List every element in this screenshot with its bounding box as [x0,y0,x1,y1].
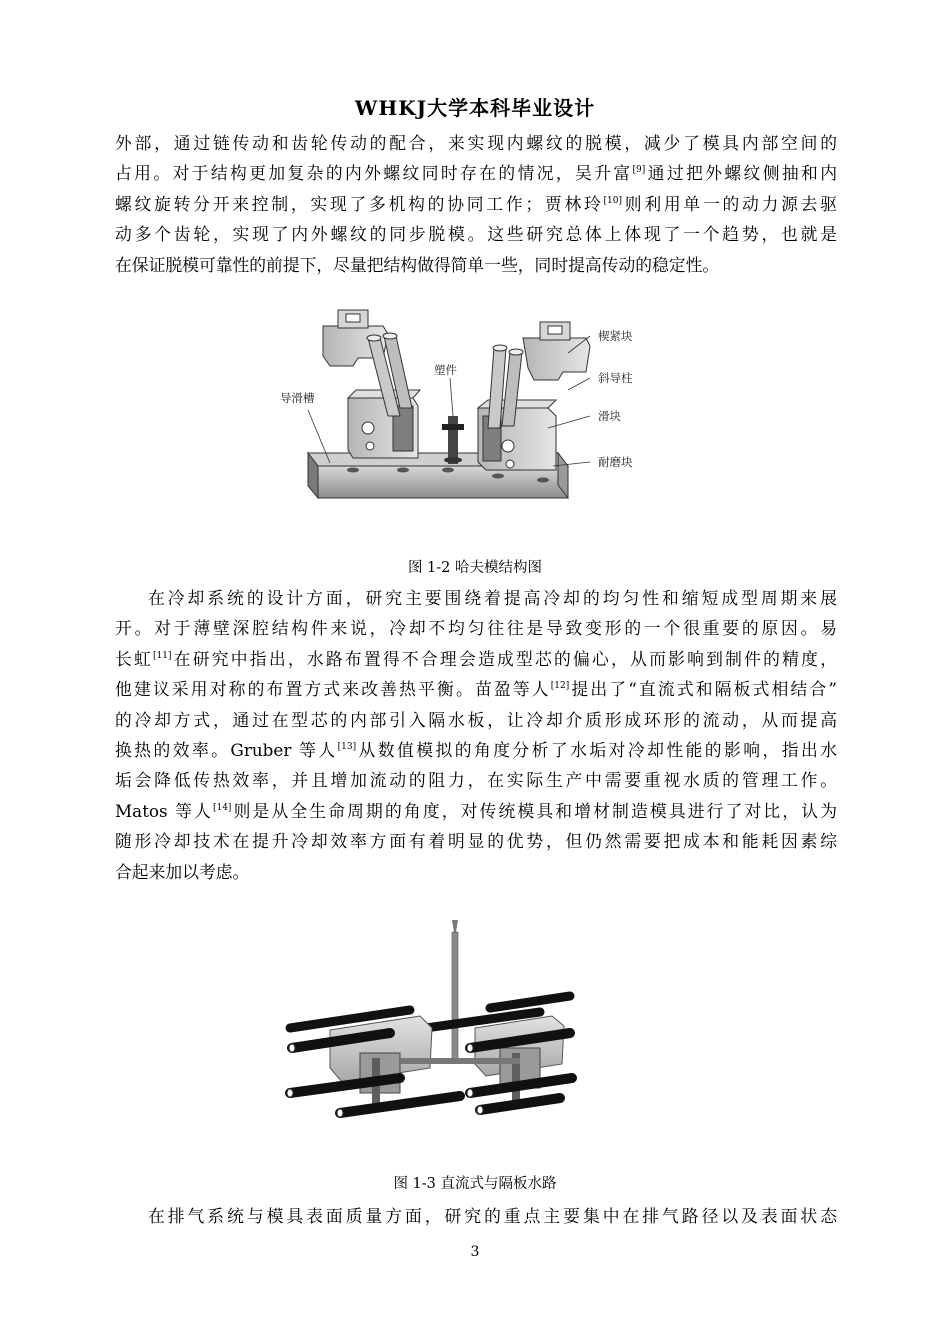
paragraph-1-line: 占用。对于结构更加复杂的内外螺纹同时存在的情况，吴升富[9]通过把外螺纹侧抽和内 [115,163,837,184]
paragraph-1 [115,128,837,280]
paragraph-1-line: 在保证脱模可靠性的前提下，尽量把结构做得简单一些，同时提高传动的稳定性。 [115,254,720,275]
label-angle-pin: 斜导柱 [598,371,633,385]
paragraph-2-line: 开。对于薄壁深腔结构件来说，冷却不均匀往往是导致变形的一个很重要的原因。易 [115,618,837,639]
paragraph-3 [115,1201,837,1231]
paragraph-3-line: 在排气系统与模具表面质量方面，研究的重点主要集中在排气路径以及表面状态 [148,1206,837,1226]
paragraph-2-line: 长虹[11]在研究中指出，水路布置得不合理会造成型芯的偏心，从而影响到制件的精度， [115,648,837,669]
paragraph-2 [115,583,837,887]
paragraph-2-line: 的冷却方式，通过在型芯的内部引入隔水板，让冷却介质形成环形的流动，从而提高 [115,709,837,730]
paragraph-2-line: 他建议采用对称的布置方式来改善热平衡。苗盈等人[12]提出了“直流式和隔板式相结合” [115,679,837,700]
label-wear-block: 耐磨块 [598,455,633,469]
page-number: 3 [470,1244,480,1260]
figure-1-2-caption: 图 1-2 哈夫模结构图 [407,560,543,576]
label-slider: 滑块 [598,409,621,423]
citation-14: [14] [212,802,232,813]
paragraph-2-line: 换热的效率。Gruber 等人[13]从数值模拟的角度分析了水垢对冷却性能的影响，指出水 [115,740,837,761]
label-part: 塑件 [434,363,457,377]
paragraph-2-line: 在冷却系统的设计方面，研究主要围绕着提高冷却的均匀性和缩短成型周期来展 [148,588,837,608]
citation-9: [9] [632,165,646,176]
paragraph-2-line: 垢会降低传热效率，并且增加流动的阻力，在实际生产中需要重视水质的管理工作。 [115,770,837,791]
citation-10: [10] [603,195,623,206]
citation-12: [12] [550,681,570,692]
half-mold-structure-figure [268,298,668,546]
label-wedge: 楔紧块 [598,329,633,343]
citation-11: [11] [153,650,172,661]
paragraph-1-line: 动多个齿轮，实现了内外螺纹的同步脱模。这些研究总体上体现了一个趋势，也就是 [115,224,837,245]
paragraph-2-line: Matos 等人[14]则是从全生命周期的角度，对传统模具和增材制造模具进行了对比，认为 [115,800,837,821]
label-guide-slot: 导滑槽 [280,391,315,405]
paragraph-2-line: 随形冷却技术在提升冷却效率方面有着明显的优势，但仍然需要把成本和能耗因素综 [115,831,837,852]
figure-1-3-caption: 图 1-3 直流式与隔板水路 [393,1176,557,1192]
paragraph-1-line: 外部，通过链传动和齿轮传动的配合，来实现内螺纹的脱模，减少了模具内部空间的 [115,133,837,153]
page-header: WHKJ大学本科毕业设计 [354,96,596,120]
cooling-channel-figure [280,918,590,1140]
paragraph-2-line: 合起来加以考虑。 [115,861,250,882]
citation-13: [13] [337,742,357,753]
paragraph-1-line: 螺纹旋转分开来控制，实现了多机构的协同工作；贾林玲[10]则利用单一的动力源去驱 [115,193,837,214]
